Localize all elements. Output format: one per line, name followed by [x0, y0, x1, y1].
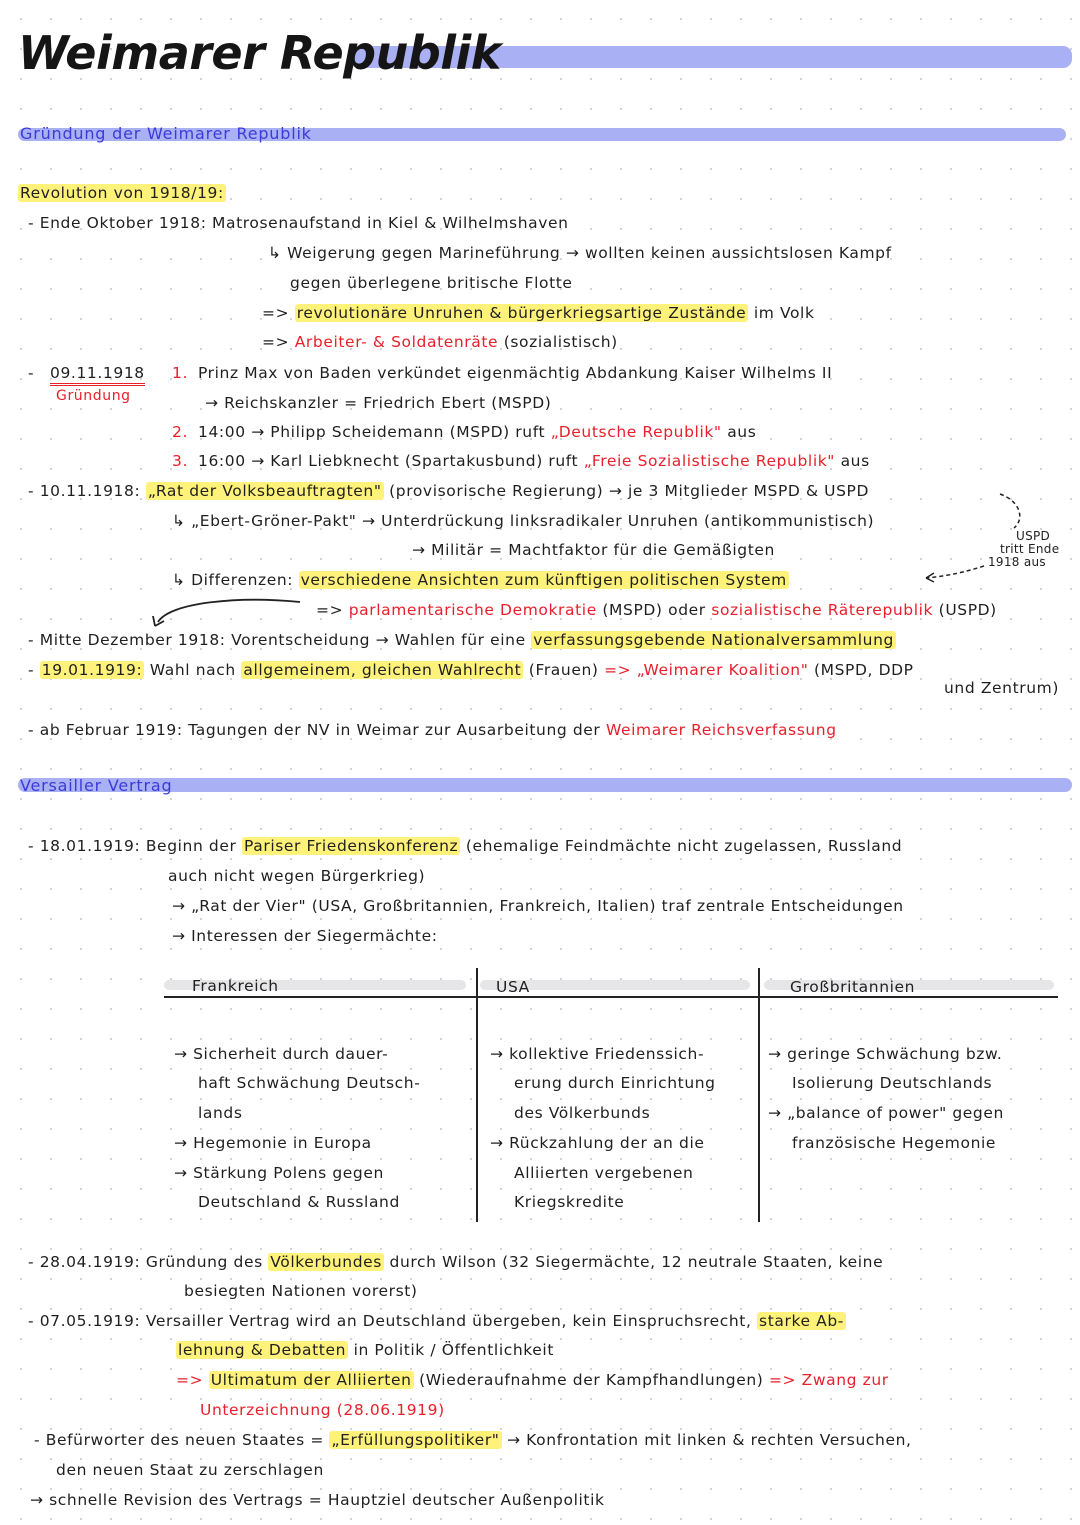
- line-versailler-vertrag: [28, 1311, 846, 1331]
- line-befuerworter: [34, 1430, 912, 1450]
- date-10-11-1918: - 10.11.1918:: [28, 482, 141, 500]
- differenzen-label: ↳ Differenzen:: [172, 571, 294, 589]
- uspd-dashed-arrow-lower: [926, 566, 984, 578]
- line-ultimatum: [176, 1370, 889, 1390]
- line-unterzeichnung: Unterzeichnung (28.06.1919): [200, 1401, 445, 1419]
- uspd-note-2: tritt Ende: [1000, 542, 1060, 556]
- line-besiegten: besiegten Nationen vorerst): [184, 1282, 418, 1300]
- gb-line-3: → „balance of power" gegen: [768, 1104, 1004, 1122]
- line-rat-der-vier: → „Rat der Vier" (USA, Großbritannien, Frankreich, Italien) traf zentrale Entscheidungen: [172, 897, 904, 915]
- parl-mid: (MSPD) oder: [602, 601, 706, 619]
- arrow: =>: [316, 601, 344, 619]
- usa-line-4: → Rückzahlung der an die: [490, 1134, 705, 1152]
- scheidemann-end: aus: [727, 423, 757, 441]
- gruendung-des: Gründung des: [145, 1253, 263, 1271]
- februar-text: - ab Februar 1919: Tagungen der NV in Weimar zur Ausarbeitung der: [28, 721, 601, 739]
- raete-end: (USPD): [938, 601, 997, 619]
- frankreich-line-4: → Hegemonie in Europa: [174, 1134, 372, 1152]
- line-zerschlagen: den neuen Staat zu zerschlagen: [56, 1461, 324, 1479]
- line-ablehnung: [176, 1340, 554, 1360]
- rat-highlight: „Rat der Volksbeauftragten": [147, 482, 382, 500]
- wahlrecht-highlight: allgemeinem, gleichen Wahlrecht: [243, 661, 522, 679]
- weimarer-koalition: „Weimarer Koalition": [636, 661, 809, 679]
- date-07-05-1919: - 07.05.1919:: [28, 1312, 141, 1330]
- koalition-parties-2: und Zentrum): [944, 679, 1060, 697]
- raeterepublik: sozialistische Räterepublik: [711, 601, 934, 619]
- annotation-arrows: [0, 0, 1080, 640]
- frankreich-line-3: lands: [198, 1104, 243, 1122]
- usa-line-1: → kollektive Friedenssich-: [490, 1045, 705, 1063]
- raete-red: Arbeiter- & Soldatenräte: [294, 333, 499, 351]
- line-februar: [28, 720, 837, 740]
- gb-line-1: → geringe Schwächung bzw.: [768, 1045, 1003, 1063]
- line-wahl: [28, 660, 914, 680]
- gruendung-label: Gründung: [56, 388, 131, 404]
- line-interessen: → Interessen der Siegermächte:: [172, 927, 438, 945]
- zwang-zur: => Zwang zur: [768, 1371, 889, 1389]
- line-voelkerbund: [28, 1252, 883, 1272]
- line-oktober: - Ende Oktober 1918: Matrosenaufstand in Kiel & Wilhelmshaven: [28, 214, 569, 232]
- rat-rest: (provisorische Regierung) → je 3 Mitglieder MSPD & USPD: [389, 482, 870, 500]
- date-28-04-1919: - 28.04.1919:: [28, 1253, 141, 1271]
- unruhen-highlight: revolutionäre Unruhen & bürgerkriegsartige Zustände: [296, 304, 747, 322]
- line-militaer: → Militär = Machtfaktor für die Gemäßigten: [412, 541, 775, 559]
- beginn-der: Beginn der: [145, 837, 237, 855]
- ablehnung-highlight-2: lehnung & Debatten: [178, 1341, 347, 1359]
- table-header-line: [164, 996, 1058, 998]
- konfrontation: → Konfrontation mit linken & rechten Versuchen,: [507, 1431, 912, 1449]
- arrow: =>: [262, 333, 290, 351]
- nationalversammlung-highlight: verfassungsgebende Nationalversammlung: [533, 631, 894, 649]
- line-dezember: [28, 630, 896, 650]
- table-divider-2: [758, 968, 760, 1222]
- line-reichskanzler: → Reichskanzler = Friedrich Ebert (MSPD): [205, 394, 552, 412]
- section-heading-versailles: Versailler Vertrag: [20, 776, 173, 795]
- kampfhandlungen: (Wiederaufnahme der Kampfhandlungen): [419, 1371, 764, 1389]
- vertrag-text: Versailler Vertrag wird an Deutschland übergeben, kein Einspruchsrecht,: [145, 1312, 752, 1330]
- freie-sozialistische-republik: „Freie Sozialistische Republik": [583, 452, 836, 470]
- friedenskonferenz-rest: (ehemalige Feindmächte nicht zugelassen, Russland: [465, 837, 903, 855]
- erfuellungspolitiker-highlight: „Erfüllungspolitiker": [331, 1431, 500, 1449]
- num-3: 3.: [172, 452, 188, 470]
- table-header-frankreich: Frankreich: [192, 977, 279, 995]
- bullet-dash: -: [28, 364, 35, 382]
- frankreich-line-6: Deutschland & Russland: [198, 1193, 400, 1211]
- wahl-text: Wahl nach: [149, 661, 236, 679]
- usa-line-5: Alliierten vergebenen: [514, 1164, 694, 1182]
- line-abdankung: Prinz Max von Baden verkündet eigenmächtig Abdankung Kaiser Wilhelms II: [198, 364, 833, 382]
- curved-arrow: [158, 600, 300, 622]
- table-divider-1: [476, 968, 478, 1222]
- liebknecht-end: aus: [840, 452, 870, 470]
- scheidemann-text: 14:00 → Philipp Scheidemann (MSPD) ruft: [198, 423, 546, 441]
- usa-line-6: Kriegskredite: [514, 1193, 625, 1211]
- num-2: 2.: [172, 423, 188, 441]
- arrow: =>: [262, 304, 290, 322]
- line-buergerkrieg: auch nicht wegen Bürgerkrieg): [168, 867, 426, 885]
- reichsverfassung: Weimarer Reichsverfassung: [605, 721, 837, 739]
- differenzen-highlight: verschiedene Ansichten zum künftigen politischen System: [300, 571, 787, 589]
- voelkerbund-rest: durch Wilson (32 Siegermächte, 12 neutrale Staaten, keine: [389, 1253, 884, 1271]
- line-pakt: ↳ „Ebert-Gröner-Pakt" → Unterdrückung linksradikaler Unruhen (antikommunistisch): [172, 512, 875, 530]
- date-09-11-1918: 09.11.1918: [50, 363, 145, 386]
- table-header-grossbritannien: Großbritannien: [790, 978, 916, 996]
- uspd-note-1: USPD: [1016, 529, 1051, 543]
- line-friedenskonferenz: [28, 836, 902, 856]
- usa-line-2: erung durch Einrichtung: [514, 1074, 716, 1092]
- liebknecht-text: 16:00 → Karl Liebknecht (Spartakusbund) ruft: [198, 452, 579, 470]
- ablehnung-highlight-1: starke Ab-: [759, 1312, 844, 1330]
- unruhen-rest: im Volk: [753, 304, 815, 322]
- gb-line-4: französische Hegemonie: [792, 1134, 997, 1152]
- revolution-heading-text: Revolution von 1918/19:: [20, 184, 224, 202]
- line-flotte: gegen überlegene britische Flotte: [290, 274, 573, 292]
- table-header-usa: USA: [496, 978, 530, 996]
- ultimatum-highlight: Ultimatum der Alliierten: [210, 1371, 412, 1389]
- section-bar-versailles: [18, 778, 1072, 792]
- date-19-01-1919: 19.01.1919:: [41, 661, 143, 679]
- deutsche-republik: „Deutsche Republik": [550, 423, 722, 441]
- frauen: (Frauen): [528, 661, 599, 679]
- raete-rest: (sozialistisch): [503, 333, 618, 351]
- koalition-parties: (MSPD, DDP: [813, 661, 914, 679]
- gb-line-2: Isolierung Deutschlands: [792, 1074, 993, 1092]
- num-1: 1.: [172, 364, 188, 382]
- frankreich-line-1: → Sicherheit durch dauer-: [174, 1045, 389, 1063]
- line-parlamentarisch: [316, 600, 997, 620]
- friedenskonferenz-highlight: Pariser Friedenskonferenz: [244, 837, 459, 855]
- politik-oeffentlichkeit: in Politik / Öffentlichkeit: [353, 1341, 555, 1359]
- line-weigerung: ↳ Weigerung gegen Marineführung → wollten keinen aussichtslosen Kampf: [268, 244, 892, 262]
- wahl-arrow: =>: [604, 661, 632, 679]
- line-revision: → schnelle Revision des Vertrags = Hauptziel deutscher Außenpolitik: [30, 1491, 605, 1509]
- ultimatum-arrow: =>: [176, 1371, 204, 1389]
- frankreich-line-5: → Stärkung Polens gegen: [174, 1164, 384, 1182]
- uspd-dashed-arrow: [1000, 494, 1020, 528]
- uspd-note-3: 1918 aus: [988, 555, 1046, 569]
- parlamentarische-demokratie: parlamentarische Demokratie: [348, 601, 597, 619]
- date-18-01-1919: - 18.01.1919:: [28, 837, 141, 855]
- usa-line-3: des Völkerbunds: [514, 1104, 651, 1122]
- dezember-text: - Mitte Dezember 1918: Vorentscheidung → Wahlen für eine: [28, 631, 526, 649]
- dash: -: [28, 661, 35, 679]
- voelkerbund-highlight: Völkerbundes: [270, 1253, 382, 1271]
- frankreich-line-2: haft Schwächung Deutsch-: [198, 1074, 421, 1092]
- section-heading-gruendung: Gründung der Weimarer Republik: [20, 124, 312, 143]
- page-title: Weimarer Republik: [18, 26, 501, 80]
- befuerworter-text: - Befürworter des neuen Staates =: [34, 1431, 324, 1449]
